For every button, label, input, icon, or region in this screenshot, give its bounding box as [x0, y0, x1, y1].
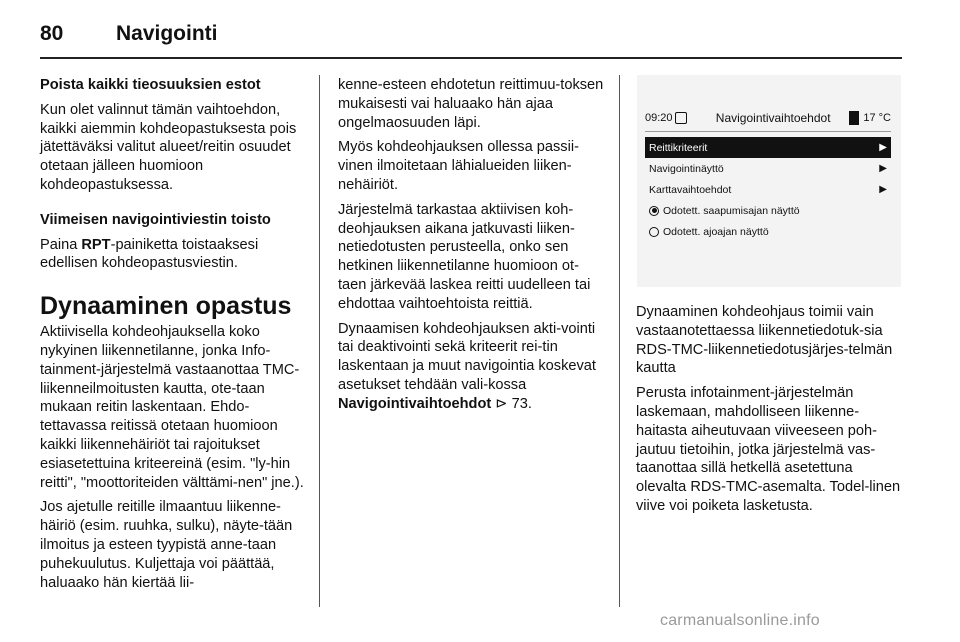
paragraph: Kun olet valinnut tämän vaihtoehdon, kaikki aiemmin kohdeopastuksesta pois jätettäväksi valitut alueet/reitin osuudet otetaan jälleen huomioon kohdeopastuksessa.	[40, 101, 297, 193]
screen-temperature: 17 °C	[863, 112, 891, 124]
screen-status-bar	[645, 107, 891, 129]
radio-travel-time-display[interactable]: Odotett. ajoajan näyttö	[645, 221, 891, 242]
page-title: Navigointi	[116, 22, 218, 45]
chevron-right-icon: ▶	[879, 163, 887, 174]
section-heading: Viimeisen navigointiviestin toisto	[40, 211, 271, 228]
temperature-icon	[849, 111, 859, 125]
menu-item-navigation-display[interactable]: Navigointinäyttö ▶	[649, 162, 887, 175]
phone-status-icon	[675, 112, 687, 124]
paragraph: Dynaaminen kohdeohjaus toimii vain vastaanotettaessa liikennetiedotuk-sia RDS-TMC-liikennetiedotusjärjes-telmän kautta	[636, 304, 893, 377]
paragraph: Dynaamisen kohdeohjauksen akti-vointi tai deaktivointi sekä kriteerit rei-tin laskentaan ja muut navigointia koskevat asetukset tehdään vali-kossa Navigointivaihtoehdot ⊳ 73.	[338, 320, 596, 412]
column-1	[40, 76, 308, 598]
paragraph: Perusta infotainment-järjestelmän laskemaan, mahdolliseen liikenne-haitasta aiheutuvaan viiveeseen poh-jautuu tietoihin, jotka järjestelmä vas-taanottaa sillä hetkellä asetettuna olevalta RDS-TMC-asemalta. Todel-linen viive voi poiketa lasketusta.	[636, 385, 901, 514]
screen-divider	[645, 131, 891, 132]
section-heading: Poista kaikki tieosuuksien estot	[40, 77, 261, 93]
screen-figure	[637, 75, 901, 287]
paragraph: kenne-esteen ehdotetun reittimuu-toksen mukaisesti vai haluaako hän ajaa ongelmaosuuden läpi.	[338, 77, 604, 131]
chevron-right-icon: ▶	[879, 142, 887, 153]
radio-selected-icon	[649, 206, 659, 216]
column-2	[338, 76, 604, 420]
paragraph: Paina RPT-painiketta toistaaksesi edellisen kohdeopastusviestin.	[40, 236, 259, 272]
rpt-key: RPT	[81, 236, 111, 253]
header-rule	[40, 57, 902, 59]
screen-menu-list	[645, 137, 891, 242]
radio-unselected-icon	[649, 227, 659, 237]
page-header	[40, 14, 218, 54]
menu-item-route-criteria[interactable]: Reittikriteerit ▶	[645, 137, 891, 158]
screen-time: 09:20	[645, 112, 673, 124]
paragraph: Järjestelmä tarkastaa aktiivisen koh-deohjauksen aikana jatkuvasti liiken-netiedotusten perusteella, onko sen hetkinen liikennetilanne huomioon ot-taen järkevää laskea reitti uudelleen tai ehdottaa vaihtoehtoista reittiä.	[338, 201, 591, 312]
page-reference-arrow-icon: ⊳	[491, 395, 508, 412]
column-3	[636, 303, 904, 522]
screen-title: Navigointivaihtoehdot	[715, 111, 831, 125]
paragraph: Myös kohdeohjauksen ollessa passii-vinen ilmoitetaan lähialueiden liiken-nehäiriöt.	[338, 139, 579, 193]
radio-eta-display[interactable]: Odotett. saapumisajan näyttö	[645, 200, 891, 221]
watermark: carmanualsonline.info	[660, 612, 820, 629]
section-title: Dynaaminen opastus	[40, 292, 292, 321]
column-divider	[619, 75, 620, 607]
page-number: 80	[40, 22, 64, 45]
chevron-right-icon: ▶	[879, 184, 887, 195]
paragraph: Jos ajetulle reitille ilmaantuu liikenne-häiriö (esim. ruuhka, sulku), näyte-tään ilmoitus ja esteen tyypistä anne-taan puhekuulutus. Kuljettaja voi päättää, haluaako hän kiertää lii-	[40, 499, 293, 591]
column-divider	[319, 75, 320, 607]
menu-reference: Navigointivaihtoehdot	[338, 395, 492, 412]
menu-item-map-options[interactable]: Karttavaihtoehdot ▶	[649, 183, 887, 196]
paragraph: Aktiivisella kohdeohjauksella koko nykyinen liikennetilanne, jonka Info-tainment-järjestelmä vastaanottaa TMC-liikenneilmoitusten kautta, ote-taan mukaan reitin laskentaan. Ehdo-tettavassa reitissä otetaan huomioon kaikki liikennehäiriöt tai rajoitukset esiasetettuina kriteereinä (esim. "ly-hin reitti", "moottoriteiden välttämi-nen" jne.).	[40, 324, 304, 491]
